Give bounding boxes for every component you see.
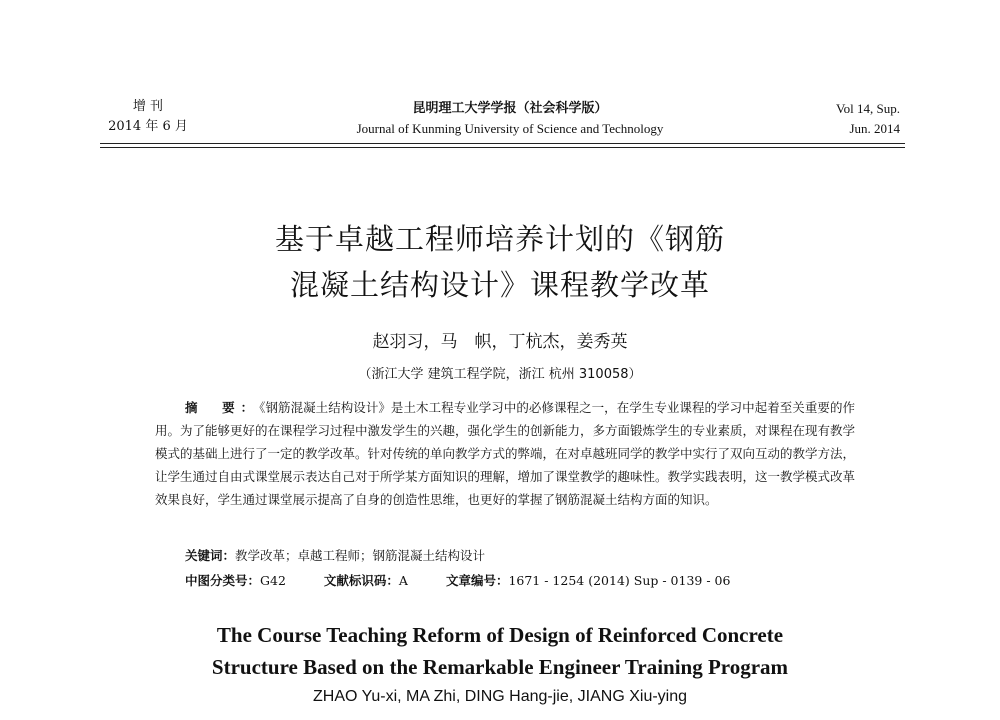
title-en-line2: Structure Based on the Remarkable Engineer Training Program bbox=[211, 655, 789, 679]
journal-name bbox=[300, 99, 720, 139]
issue-date: 2014 年 6 月 bbox=[108, 119, 188, 134]
clc-number bbox=[185, 573, 286, 588]
journal-volume-info bbox=[780, 99, 900, 139]
document-code bbox=[324, 573, 408, 588]
doc-value: A bbox=[398, 573, 408, 588]
article-label: 文章编号： bbox=[445, 573, 509, 588]
authors-cn: 赵羽习，马 帜，丁杭杰，姜秀英 bbox=[372, 332, 628, 352]
abstract bbox=[155, 396, 855, 511]
affiliation-cn: （浙江大学 建筑工程学院，浙江 杭州 310058） bbox=[358, 367, 642, 382]
journal-issue-info bbox=[108, 97, 188, 137]
header-rule-bottom bbox=[100, 147, 905, 148]
title-cn-line1: 基于卓越工程师培养计划的《钢筋 bbox=[274, 222, 725, 256]
keywords-text: 教学改革；卓越工程师；钢筋混凝土结构设计 bbox=[235, 548, 486, 563]
doc-label: 文献标识码： bbox=[323, 573, 399, 588]
title-en-line1: The Course Teaching Reform of Design of Reinforced Concrete bbox=[216, 623, 784, 647]
clc-label: 中图分类号： bbox=[185, 573, 261, 588]
paper-title-en bbox=[120, 619, 880, 683]
keywords bbox=[185, 546, 485, 564]
paper-title-cn bbox=[150, 216, 850, 308]
journal-name-en: Journal of Kunming University of Science and Technology bbox=[356, 121, 664, 136]
article-number bbox=[446, 573, 731, 588]
authors-en: ZHAO Yu-xi, MA Zhi, DING Hang-jie, JIANG Xiu-ying bbox=[312, 688, 688, 705]
journal-name-cn: 昆明理工大学学报（社会科学版） bbox=[412, 101, 608, 116]
clc-value: G42 bbox=[260, 573, 286, 588]
date-en: Jun. 2014 bbox=[849, 121, 900, 136]
classification-info bbox=[185, 571, 764, 589]
volume: Vol 14, Sup. bbox=[835, 101, 900, 116]
keywords-label: 关键词： bbox=[185, 548, 236, 563]
article-value: 1671 - 1254 (2014) Sup - 0139 - 06 bbox=[508, 573, 731, 588]
abstract-text: 《钢筋混凝土结构设计》是土木工程专业学习中的必修课程之一，在学生专业课程的学习中起着至关重要的作用。为了能够更好的在课程学习过程中激发学生的兴趣，强化学生的创新能力，多方面锻炼学生的专业素质，对课程在现有教学模式的基础上进行了一定的教学改革。针对传统的单向教学方式的弊端，在对卓越班同学的教学中实行了双向互动的教学方法，让学生通过自由式课堂展示表达自己对于所学某方面知识的理解，增加了课堂教学的趣味性。教学实践表明，这一教学模式改革效果良好，学生通过课堂展示提高了自身的创造性思维，也更好的掌握了钢筋混凝土结构方面的知识。 bbox=[155, 400, 856, 507]
abstract-label: 摘 要： bbox=[185, 400, 260, 415]
header-rule-top bbox=[100, 143, 905, 144]
title-cn-line2: 混凝土结构设计》课程教学改革 bbox=[289, 268, 710, 302]
issue-type: 增 刊 bbox=[132, 99, 164, 114]
